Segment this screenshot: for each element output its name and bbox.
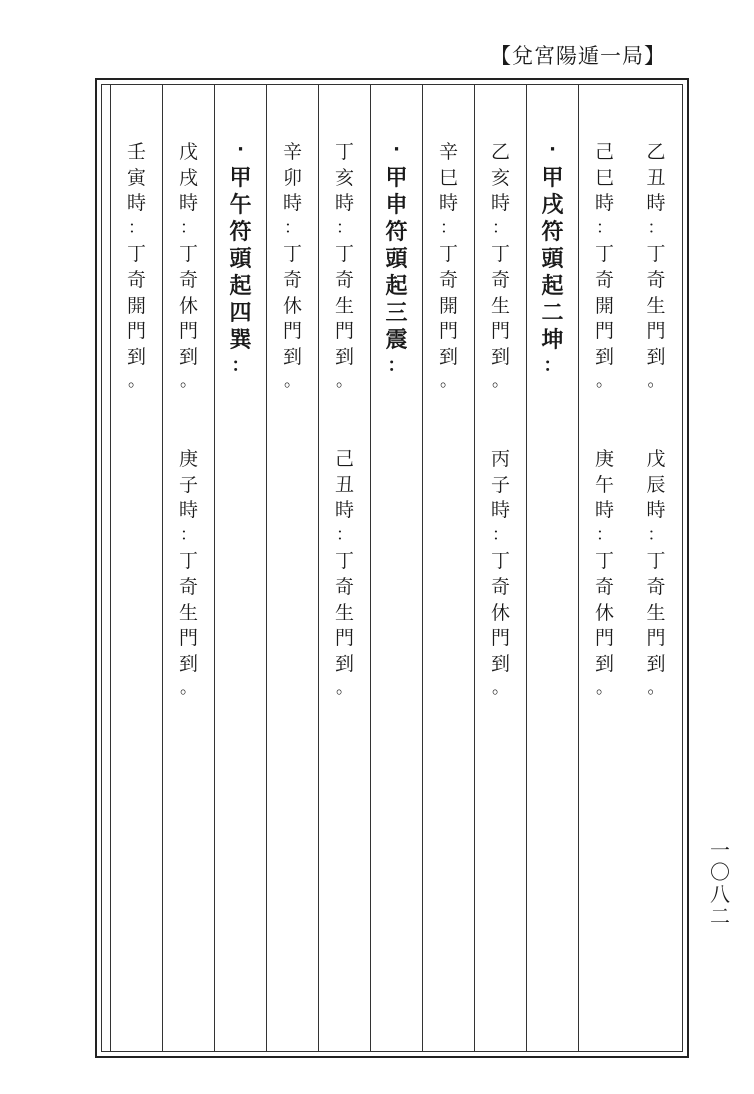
column-7-part-2: 己 丑 時 ： 丁 奇 生 門 到 。 (334, 448, 354, 699)
column-2-part-2: 庚 午 時 ： 丁 奇 休 門 到 。 (594, 448, 614, 699)
text-column-5 (422, 85, 474, 1051)
text-column-2 (578, 85, 630, 1051)
column-2-part-1: 己 巳 時 ： 丁 奇 開 門 到 。 (594, 141, 614, 392)
text-column-6-heading (370, 85, 422, 1051)
text-column-9-heading (214, 85, 266, 1051)
text-column-11 (110, 85, 162, 1051)
column-1-part-2: 戊 辰 時 ： 丁 奇 生 門 到 。 (646, 448, 666, 699)
column-1-part-1: 乙 丑 時 ： 丁 奇 生 門 到 。 (646, 141, 666, 392)
column-4-part-2: 丙 子 時 ： 丁 奇 休 門 到 。 (490, 448, 510, 699)
text-column-10 (162, 85, 214, 1051)
column-11-part-1: 壬 寅 時 ： 丁 奇 開 門 到 。 (126, 141, 146, 392)
column-8-part-1: 辛 卯 時 ： 丁 奇 休 門 到 。 (282, 141, 302, 392)
page-frame (95, 78, 689, 1058)
section-heading-3-zhen: · 甲 申 符 頭 起 三 震 ： (385, 139, 408, 376)
page-header-title: 【兌宮陽遁一局】 (490, 44, 666, 68)
column-10-part-1: 戊 戌 時 ： 丁 奇 休 門 到 。 (178, 141, 198, 392)
text-column-8 (266, 85, 318, 1051)
column-4-part-1: 乙 亥 時 ： 丁 奇 生 門 到 。 (490, 141, 510, 392)
text-grid (101, 84, 683, 1052)
text-column-3-heading (526, 85, 578, 1051)
column-10-part-2: 庚 子 時 ： 丁 奇 生 門 到 。 (178, 448, 198, 699)
text-column-1 (630, 85, 682, 1051)
column-5-part-1: 辛 巳 時 ： 丁 奇 開 門 到 。 (438, 141, 458, 392)
section-heading-4-xun: · 甲 午 符 頭 起 四 巽 ： (229, 139, 252, 376)
section-heading-2-kun: · 甲 戌 符 頭 起 二 坤 ： (541, 139, 564, 376)
column-7-part-1: 丁 亥 時 ： 丁 奇 生 門 到 。 (334, 141, 354, 392)
page-number: 一 〇 八 二 (710, 838, 730, 928)
text-column-7 (318, 85, 370, 1051)
text-column-4 (474, 85, 526, 1051)
